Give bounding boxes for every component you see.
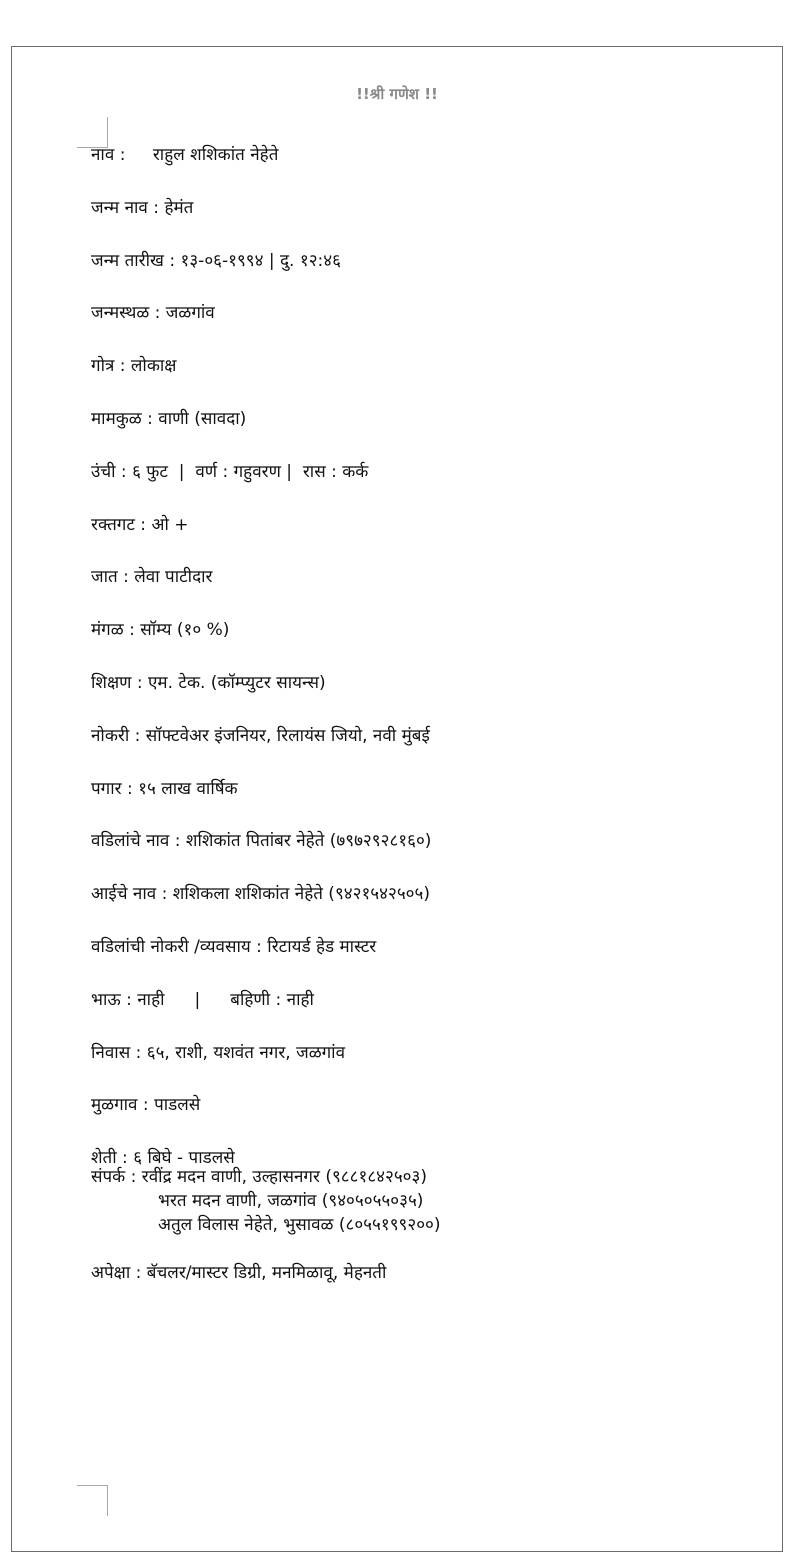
field-value: रिटायर्ड हेड मास्टर [267, 936, 377, 957]
field-value: सॉफ्टवेअर इंजनियर, रिलायंस जियो, नवी मुंबई [145, 725, 430, 746]
field-value: ओ + [151, 514, 189, 535]
field-gotra [91, 354, 751, 378]
field-label: गोत्र [91, 356, 115, 377]
field-value: एम. टेक. (कॉम्प्युटर सायन्स) [148, 672, 326, 693]
field-blood-group [91, 513, 751, 537]
field-value: हेमंत [164, 197, 194, 218]
field-caste [91, 565, 751, 589]
separator: : [125, 1167, 142, 1187]
field-education [91, 671, 751, 695]
field-value: बॅचलर/मास्टर डिग्री, मनमिळावू, मेहनती [146, 1263, 387, 1283]
separator: : [121, 778, 139, 799]
field-value: ६ बिघे - पाडलसे [133, 1148, 235, 1169]
field-label: मुळगाव [91, 1095, 138, 1116]
biodata-fields [91, 143, 751, 1199]
field-value: १३-०६-१९९४ | दु. १२:४६ [180, 250, 341, 271]
field-salary [91, 777, 751, 801]
field-siblings [91, 988, 751, 1012]
separator: : [134, 514, 152, 535]
separator: : [116, 1148, 134, 1169]
field-maternal-family [91, 407, 751, 431]
contact-line [91, 1165, 751, 1189]
separator: : [156, 884, 173, 905]
field-mother-name [91, 882, 751, 906]
field-value: सॉम्य (१० %) [140, 620, 230, 641]
field-label: वडिलांची नोकरी /व्यवसाय [91, 936, 251, 957]
contact-block [91, 1165, 751, 1237]
field-label: जन्म तारीख [91, 250, 164, 271]
field-value: नाही [137, 989, 165, 1010]
field-label: नाव [91, 145, 115, 165]
field-label: रक्तगट [91, 514, 135, 535]
field-value: ६ फुट | वर्ण : गहुवरण | रास : कर्क [132, 461, 369, 482]
field-birth-place [91, 301, 751, 325]
field-label-sisters: बहिणी [230, 989, 271, 1010]
separator: : [141, 408, 159, 429]
field-label: शेती [91, 1148, 117, 1169]
document-heading: !!श्री गणेश !! [356, 85, 438, 103]
document-page [11, 46, 783, 1552]
field-value: राहुल शशिकांत नेहेते [152, 145, 279, 165]
field-label: नोकरी [91, 725, 130, 746]
field-value: जळगांव [165, 303, 215, 324]
contact-label: संपर्क [91, 1167, 126, 1187]
field-value: वाणी (सावदा) [158, 408, 247, 429]
contact-value: रवींद्र मदन वाणी, उल्हासनगर (९८८१८४२५०३) [141, 1167, 427, 1187]
field-label: आईचे नाव [91, 884, 157, 905]
field-father-occupation [91, 935, 751, 959]
separator: : [130, 1042, 147, 1063]
field-label: निवास [91, 1042, 131, 1063]
field-label: जात [91, 567, 118, 588]
contact-line: भरत मदन वाणी, जळगांव (९४०५०५५०३५) [158, 1191, 424, 1211]
field-label: वडिलांचे नाव [91, 831, 170, 852]
separator: : [137, 1095, 155, 1116]
field-label: शिक्षण [91, 672, 132, 693]
separator: : [114, 356, 131, 377]
separator: : [250, 936, 268, 957]
field-label: पगार [91, 778, 122, 799]
separator: : [130, 1263, 147, 1283]
pipe-separator: | [194, 989, 201, 1010]
field-name [91, 143, 751, 167]
field-value: १५ लाख वार्षिक [138, 778, 238, 799]
field-value-sisters: नाही [286, 989, 314, 1010]
field-mangal [91, 618, 751, 642]
separator: : [147, 197, 165, 218]
field-job [91, 724, 751, 748]
field-label: मामकुळ [91, 408, 142, 429]
field-value: पाडलसे [154, 1095, 201, 1116]
field-value: लेवा पाटीदार [134, 567, 213, 588]
field-father-name [91, 829, 751, 853]
field-height-complexion-zodiac [91, 460, 751, 484]
separator: : [169, 831, 186, 852]
field-label: भाऊ [91, 989, 121, 1010]
separator: : [163, 250, 181, 271]
field-label: उंची [91, 461, 116, 482]
field-label: जन्मस्थळ [91, 303, 150, 324]
field-residence [91, 1041, 751, 1065]
margin-corner-bottom-left [77, 1485, 108, 1516]
field-label: अपेक्षा [91, 1263, 131, 1283]
separator: : [117, 567, 135, 588]
separator: : [131, 672, 148, 693]
separator: : [120, 989, 138, 1010]
field-expectation [91, 1261, 386, 1285]
separator: : [270, 989, 287, 1010]
field-native-village [91, 1093, 751, 1117]
field-birth-date [91, 249, 751, 273]
separator: : [149, 303, 166, 324]
field-value: लोकाक्ष [130, 356, 177, 377]
separator: : [129, 725, 146, 746]
field-label: जन्म नाव [91, 197, 148, 218]
separator: : [123, 620, 141, 641]
separator: : [114, 145, 131, 165]
separator: : [115, 461, 133, 482]
field-value: शशिकांत पितांबर नेहेते (७९७२९२८१६०) [185, 831, 432, 852]
contact-line: अतुल विलास नेहेते, भुसावळ (८०५५१९९२००) [158, 1215, 441, 1235]
field-label: मंगळ [91, 620, 124, 641]
field-value: ६५, राशी, यशवंत नगर, जळगांव [146, 1042, 346, 1063]
field-birth-name [91, 196, 751, 220]
field-value: शशिकला शशिकांत नेहेते (९४२१५४२५०५) [172, 884, 430, 905]
